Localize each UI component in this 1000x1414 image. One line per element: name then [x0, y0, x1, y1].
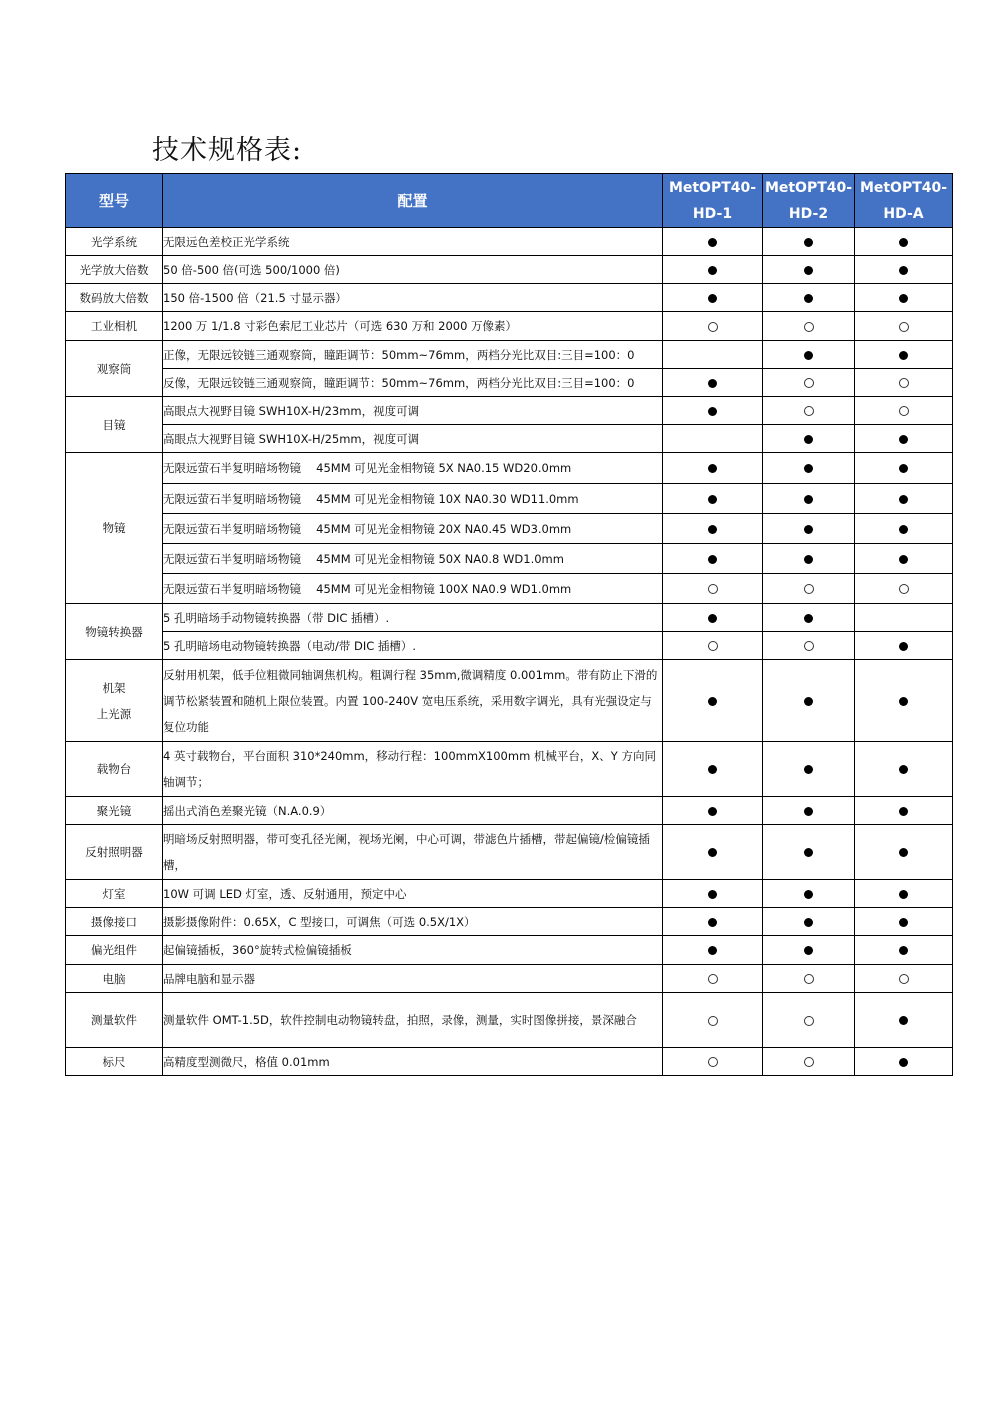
standard-dot-icon	[708, 614, 717, 623]
table-row	[66, 284, 953, 312]
standard-dot-icon	[804, 294, 813, 303]
row-mark-model-1	[663, 936, 763, 965]
row-mark-model-3	[855, 908, 953, 936]
row-mark-model-1	[663, 453, 763, 484]
row-mark-model-3	[855, 1048, 953, 1076]
row-config: 1200 万 1/1.8 寸彩色索尼工业芯片（可选 630 万和 2000 万像素）	[163, 312, 663, 341]
optional-circle-icon	[708, 641, 718, 651]
optional-circle-icon	[804, 974, 814, 984]
spec-table	[65, 173, 953, 1076]
row-mark-model-2	[763, 514, 855, 544]
header-model: 型号	[66, 174, 163, 228]
table-row	[66, 369, 953, 397]
standard-dot-icon	[708, 555, 717, 564]
row-category: 目镜	[66, 397, 163, 453]
row-mark-model-1	[663, 369, 763, 397]
row-mark-model-2	[763, 453, 855, 484]
standard-dot-icon	[708, 807, 717, 816]
standard-dot-icon	[899, 642, 908, 651]
row-category: 测量软件	[66, 993, 163, 1048]
optional-circle-icon	[708, 584, 718, 594]
row-mark-model-3	[855, 312, 953, 341]
standard-dot-icon	[899, 464, 908, 473]
row-mark-model-1	[663, 604, 763, 632]
row-mark-model-3	[855, 797, 953, 825]
row-mark-model-3	[855, 256, 953, 284]
table-row	[66, 880, 953, 908]
standard-dot-icon	[899, 918, 908, 927]
standard-dot-icon	[804, 464, 813, 473]
row-category: 摄像接口	[66, 908, 163, 936]
row-mark-model-1	[663, 965, 763, 993]
row-mark-model-1	[663, 825, 763, 880]
optional-circle-icon	[899, 974, 909, 984]
row-mark-model-1	[663, 514, 763, 544]
table-row	[66, 425, 953, 453]
header-model-1: MetOPT40-HD-1	[663, 174, 763, 228]
table-row	[66, 574, 953, 604]
standard-dot-icon	[804, 495, 813, 504]
row-mark-model-1	[663, 544, 763, 574]
table-row	[66, 936, 953, 965]
row-mark-model-2	[763, 936, 855, 965]
standard-dot-icon	[804, 697, 813, 706]
row-mark-model-1	[663, 742, 763, 797]
row-mark-model-2	[763, 965, 855, 993]
row-mark-model-2	[763, 825, 855, 880]
table-row	[66, 484, 953, 514]
row-mark-model-1	[663, 1048, 763, 1076]
row-config: 无限远萤石半复明暗场物镜 45MM 可见光金相物镜 50X NA0.8 WD1.0mm	[163, 544, 663, 574]
table-row	[66, 1048, 953, 1076]
standard-dot-icon	[804, 238, 813, 247]
row-config: 摄影摄像附件：0.65X，C 型接口，可调焦（可选 0.5X/1X）	[163, 908, 663, 936]
row-mark-model-1	[663, 284, 763, 312]
optional-circle-icon	[899, 322, 909, 332]
header-model-3: MetOPT40-HD-A	[855, 174, 953, 228]
row-mark-model-2	[763, 574, 855, 604]
row-mark-model-2	[763, 660, 855, 742]
optional-circle-icon	[899, 378, 909, 388]
table-row	[66, 742, 953, 797]
standard-dot-icon	[804, 890, 813, 899]
standard-dot-icon	[899, 351, 908, 360]
row-mark-model-1	[663, 397, 763, 425]
table-row	[66, 397, 953, 425]
table-row	[66, 660, 953, 742]
standard-dot-icon	[804, 266, 813, 275]
row-category: 光学放大倍数	[66, 256, 163, 284]
row-mark-model-1	[663, 425, 763, 453]
row-category: 聚光镜	[66, 797, 163, 825]
row-config: 正像，无限远铰链三通观察筒，瞳距调节：50mm~76mm，两档分光比双目:三目=100：0	[163, 341, 663, 369]
row-category: 灯室	[66, 880, 163, 908]
row-mark-model-1	[663, 880, 763, 908]
row-config: 5 孔明暗场手动物镜转换器（带 DIC 插槽）.	[163, 604, 663, 632]
row-mark-model-2	[763, 425, 855, 453]
row-mark-model-1	[663, 256, 763, 284]
row-mark-model-2	[763, 312, 855, 341]
row-config: 无限远萤石半复明暗场物镜 45MM 可见光金相物镜 20X NA0.45 WD3.0mm	[163, 514, 663, 544]
optional-circle-icon	[899, 584, 909, 594]
standard-dot-icon	[899, 807, 908, 816]
row-mark-model-3	[855, 484, 953, 514]
table-row	[66, 544, 953, 574]
table-row	[66, 993, 953, 1048]
standard-dot-icon	[899, 266, 908, 275]
row-mark-model-3	[855, 453, 953, 484]
row-mark-model-3	[855, 993, 953, 1048]
standard-dot-icon	[708, 765, 717, 774]
standard-dot-icon	[804, 918, 813, 927]
header-row	[66, 174, 953, 228]
optional-circle-icon	[804, 584, 814, 594]
optional-circle-icon	[804, 322, 814, 332]
standard-dot-icon	[708, 525, 717, 534]
row-category: 物镜	[66, 453, 163, 604]
row-category: 工业相机	[66, 312, 163, 341]
row-config: 50 倍-500 倍(可选 500/1000 倍)	[163, 256, 663, 284]
row-config: 反射用机架，低手位粗微同轴调焦机构。粗调行程 35mm,微调精度 0.001mm。带有防止下滑的调节松紧装置和随机上限位装置。内置 100-240V 宽电压系统，采用数字调光，具有光强设定与复位功能	[163, 660, 663, 742]
optional-circle-icon	[804, 378, 814, 388]
row-config: 无限远萤石半复明暗场物镜 45MM 可见光金相物镜 100X NA0.9 WD1.0mm	[163, 574, 663, 604]
optional-circle-icon	[708, 974, 718, 984]
standard-dot-icon	[708, 946, 717, 955]
standard-dot-icon	[804, 765, 813, 774]
row-category: 标尺	[66, 1048, 163, 1076]
row-config: 无限远色差校正光学系统	[163, 228, 663, 256]
row-mark-model-3	[855, 604, 953, 632]
standard-dot-icon	[899, 848, 908, 857]
row-mark-model-2	[763, 397, 855, 425]
standard-dot-icon	[708, 266, 717, 275]
row-mark-model-2	[763, 544, 855, 574]
row-mark-model-1	[663, 574, 763, 604]
table-row	[66, 908, 953, 936]
standard-dot-icon	[804, 946, 813, 955]
table-row	[66, 256, 953, 284]
row-config: 测量软件 OMT-1.5D，软件控制电动物镜转盘，拍照，录像，测量，实时图像拼接，景深融合	[163, 993, 663, 1048]
row-category: 数码放大倍数	[66, 284, 163, 312]
row-mark-model-1	[663, 797, 763, 825]
row-config: 明暗场反射照明器，带可变孔径光阑，视场光阑，中心可调，带滤色片插槽，带起偏镜/检偏镜插槽，	[163, 825, 663, 880]
row-config: 10W 可调 LED 灯室，透、反射通用，预定中心	[163, 880, 663, 908]
row-category: 观察筒	[66, 341, 163, 397]
row-mark-model-1	[663, 341, 763, 369]
row-config: 摇出式消色差聚光镜（N.A.0.9）	[163, 797, 663, 825]
row-config: 起偏镜插板，360°旋转式检偏镜插板	[163, 936, 663, 965]
row-mark-model-2	[763, 632, 855, 660]
standard-dot-icon	[708, 294, 717, 303]
row-mark-model-3	[855, 574, 953, 604]
row-mark-model-2	[763, 797, 855, 825]
row-config: 高精度型测微尺，格值 0.01mm	[163, 1048, 663, 1076]
row-mark-model-1	[663, 632, 763, 660]
row-mark-model-3	[855, 514, 953, 544]
table-row	[66, 312, 953, 341]
row-mark-model-3	[855, 936, 953, 965]
row-mark-model-2	[763, 604, 855, 632]
optional-circle-icon	[708, 1057, 718, 1067]
standard-dot-icon	[708, 918, 717, 927]
row-category: 光学系统	[66, 228, 163, 256]
optional-circle-icon	[804, 1016, 814, 1026]
row-mark-model-2	[763, 908, 855, 936]
row-config: 品牌电脑和显示器	[163, 965, 663, 993]
standard-dot-icon	[899, 495, 908, 504]
standard-dot-icon	[708, 890, 717, 899]
row-config: 4 英寸载物台，平台面积 310*240mm，移动行程：100mmX100mm 机械平台，X、Y 方向同轴调节；	[163, 742, 663, 797]
row-mark-model-1	[663, 312, 763, 341]
standard-dot-icon	[899, 1016, 908, 1025]
optional-circle-icon	[804, 406, 814, 416]
row-config: 高眼点大视野目镜 SWH10X-H/23mm，视度可调	[163, 397, 663, 425]
row-mark-model-2	[763, 284, 855, 312]
standard-dot-icon	[899, 765, 908, 774]
optional-circle-icon	[899, 406, 909, 416]
row-mark-model-2	[763, 369, 855, 397]
row-mark-model-2	[763, 742, 855, 797]
row-mark-model-2	[763, 880, 855, 908]
row-mark-model-3	[855, 397, 953, 425]
standard-dot-icon	[804, 555, 813, 564]
standard-dot-icon	[804, 807, 813, 816]
row-mark-model-1	[663, 228, 763, 256]
standard-dot-icon	[804, 525, 813, 534]
standard-dot-icon	[899, 555, 908, 564]
page-title: 技术规格表:	[152, 135, 303, 166]
standard-dot-icon	[899, 238, 908, 247]
row-mark-model-3	[855, 880, 953, 908]
row-category: 机架 上光源	[66, 660, 163, 742]
standard-dot-icon	[804, 351, 813, 360]
row-config: 反像，无限远铰链三通观察筒，瞳距调节：50mm~76mm，两档分光比双目:三目=100：0	[163, 369, 663, 397]
row-mark-model-1	[663, 908, 763, 936]
standard-dot-icon	[899, 525, 908, 534]
row-category: 电脑	[66, 965, 163, 993]
standard-dot-icon	[804, 848, 813, 857]
row-category: 物镜转换器	[66, 604, 163, 660]
standard-dot-icon	[708, 464, 717, 473]
header-model-2: MetOPT40-HD-2	[763, 174, 855, 228]
row-mark-model-3	[855, 544, 953, 574]
table-row	[66, 453, 953, 484]
row-mark-model-3	[855, 341, 953, 369]
row-config: 5 孔明暗场电动物镜转换器（电动/带 DIC 插槽）.	[163, 632, 663, 660]
row-category: 反射照明器	[66, 825, 163, 880]
row-mark-model-2	[763, 341, 855, 369]
row-mark-model-3	[855, 965, 953, 993]
optional-circle-icon	[708, 1016, 718, 1026]
standard-dot-icon	[804, 614, 813, 623]
standard-dot-icon	[899, 697, 908, 706]
standard-dot-icon	[899, 1058, 908, 1067]
row-mark-model-3	[855, 425, 953, 453]
standard-dot-icon	[708, 407, 717, 416]
row-mark-model-3	[855, 284, 953, 312]
row-mark-model-3	[855, 825, 953, 880]
row-config: 高眼点大视野目镜 SWH10X-H/25mm，视度可调	[163, 425, 663, 453]
table-row	[66, 228, 953, 256]
row-mark-model-3	[855, 742, 953, 797]
row-mark-model-1	[663, 484, 763, 514]
header-config: 配置	[163, 174, 663, 228]
spec-body	[66, 228, 953, 1076]
optional-circle-icon	[804, 641, 814, 651]
row-mark-model-2	[763, 256, 855, 284]
standard-dot-icon	[708, 848, 717, 857]
table-row	[66, 965, 953, 993]
standard-dot-icon	[899, 294, 908, 303]
row-category: 偏光组件	[66, 936, 163, 965]
optional-circle-icon	[804, 1057, 814, 1067]
row-mark-model-1	[663, 993, 763, 1048]
standard-dot-icon	[899, 946, 908, 955]
table-row	[66, 797, 953, 825]
standard-dot-icon	[708, 697, 717, 706]
row-mark-model-3	[855, 660, 953, 742]
row-mark-model-2	[763, 1048, 855, 1076]
row-mark-model-2	[763, 228, 855, 256]
optional-circle-icon	[708, 322, 718, 332]
standard-dot-icon	[804, 435, 813, 444]
row-mark-model-3	[855, 369, 953, 397]
row-mark-model-3	[855, 632, 953, 660]
standard-dot-icon	[899, 435, 908, 444]
table-row	[66, 514, 953, 544]
row-config: 无限远萤石半复明暗场物镜 45MM 可见光金相物镜 5X NA0.15 WD20.0mm	[163, 453, 663, 484]
standard-dot-icon	[708, 238, 717, 247]
row-config: 无限远萤石半复明暗场物镜 45MM 可见光金相物镜 10X NA0.30 WD11.0mm	[163, 484, 663, 514]
row-config: 150 倍-1500 倍（21.5 寸显示器）	[163, 284, 663, 312]
row-category: 载物台	[66, 742, 163, 797]
standard-dot-icon	[899, 890, 908, 899]
standard-dot-icon	[708, 495, 717, 504]
row-mark-model-2	[763, 993, 855, 1048]
row-mark-model-1	[663, 660, 763, 742]
row-mark-model-3	[855, 228, 953, 256]
table-row	[66, 825, 953, 880]
table-row	[66, 604, 953, 632]
standard-dot-icon	[708, 379, 717, 388]
table-row	[66, 632, 953, 660]
row-mark-model-2	[763, 484, 855, 514]
table-row	[66, 341, 953, 369]
